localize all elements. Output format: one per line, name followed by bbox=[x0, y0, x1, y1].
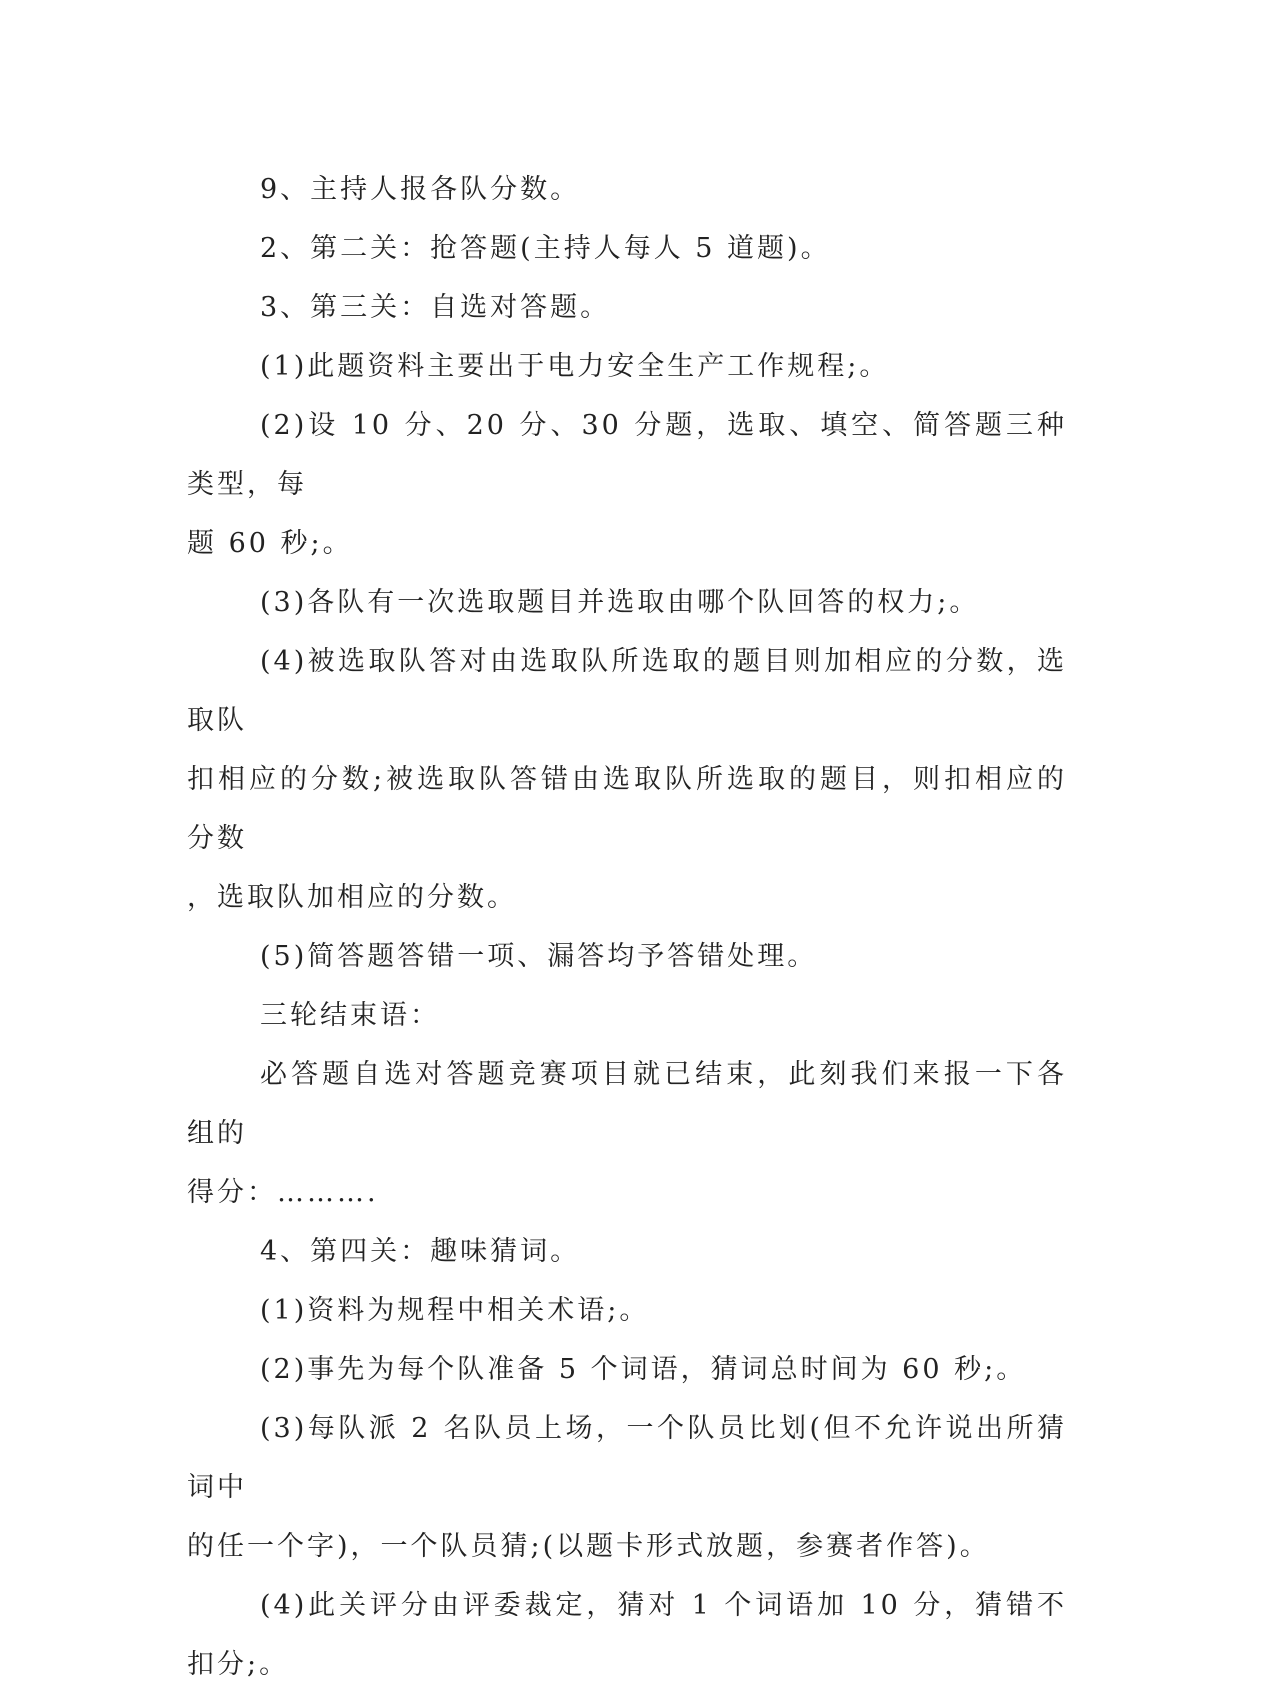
paragraph-host-reports-scores bbox=[187, 160, 1067, 219]
text-line: ，选取队加相应的分数。 bbox=[187, 882, 517, 913]
paragraph-round-three-closing-text bbox=[187, 1045, 1067, 1222]
text-line: 三轮结束语： bbox=[260, 1000, 440, 1031]
paragraph-round-four-rule-2 bbox=[187, 1340, 1067, 1399]
paragraph-round-three-rule-4 bbox=[187, 632, 1067, 927]
paragraph-round-two bbox=[187, 219, 1067, 278]
paragraph-round-four-rule-3 bbox=[187, 1399, 1067, 1576]
text-line: (3)每队派 2 名队员上场，一个队员比划(但不允许说出所猜词中 bbox=[187, 1413, 1067, 1503]
text-line: 的任一个字)，一个队员猜;(以题卡形式放题，参赛者作答)。 bbox=[187, 1531, 990, 1562]
text-line: (2)事先为每个队准备 5 个词语，猜词总时间为 60 秒;。 bbox=[260, 1354, 1027, 1385]
paragraph-round-three-rule-5 bbox=[187, 927, 1067, 986]
document-body bbox=[187, 160, 1067, 1694]
text-line: 得分：………. bbox=[187, 1177, 379, 1208]
text-line: 4、第四关：趣味猜词。 bbox=[260, 1236, 581, 1267]
text-line: 必答题自选对答题竞赛项目就已结束，此刻我们来报一下各组的 bbox=[187, 1059, 1067, 1149]
paragraph-round-four bbox=[187, 1222, 1067, 1281]
paragraph-round-three-closing-heading bbox=[187, 986, 1067, 1045]
text-line: 9、主持人报各队分数。 bbox=[260, 174, 581, 205]
text-line: 2、第二关：抢答题(主持人每人 5 道题)。 bbox=[260, 233, 831, 264]
text-line: (1)此题资料主要出于电力安全生产工作规程;。 bbox=[260, 351, 890, 382]
text-line: 扣相应的分数;被选取队答错由选取队所选取的题目，则扣相应的分数 bbox=[187, 764, 1067, 854]
text-line: (1)资料为规程中相关术语;。 bbox=[260, 1295, 650, 1326]
paragraph-round-three bbox=[187, 278, 1067, 337]
text-line: 题 60 秒;。 bbox=[187, 528, 353, 559]
text-line: (5)简答题答错一项、漏答均予答错处理。 bbox=[260, 941, 818, 972]
paragraph-round-three-rule-1 bbox=[187, 337, 1067, 396]
paragraph-round-three-rule-3 bbox=[187, 573, 1067, 632]
text-line: 3、第三关：自选对答题。 bbox=[260, 292, 611, 323]
text-line: (3)各队有一次选取题目并选取由哪个队回答的权力;。 bbox=[260, 587, 980, 618]
paragraph-round-four-rule-1 bbox=[187, 1281, 1067, 1340]
paragraph-round-three-rule-2 bbox=[187, 396, 1067, 573]
text-line: (4)此关评分由评委裁定，猜对 1 个词语加 10 分，猜错不扣分;。 bbox=[187, 1590, 1067, 1680]
text-line: (4)被选取队答对由选取队所选取的题目则加相应的分数，选取队 bbox=[187, 646, 1067, 736]
text-line: (2)设 10 分、20 分、30 分题，选取、填空、简答题三种类型，每 bbox=[187, 410, 1067, 500]
paragraph-round-four-rule-4 bbox=[187, 1576, 1067, 1694]
